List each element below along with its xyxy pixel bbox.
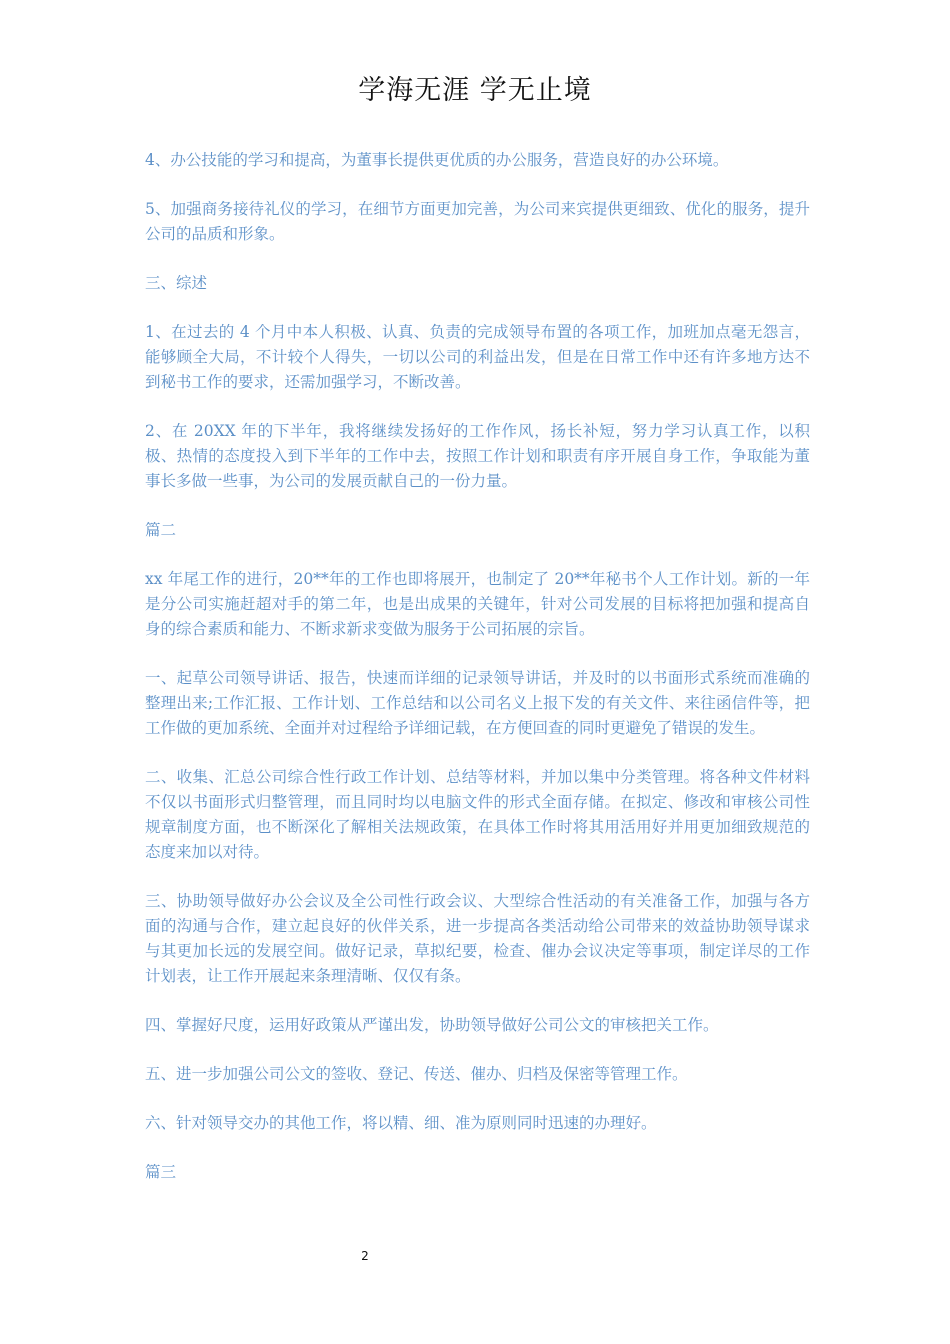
- section-heading-part-two: 篇二: [145, 521, 177, 539]
- paragraph-item-4: 4、办公技能的学习和提高，为董事长提供更优质的办公服务，营造良好的办公环境。: [145, 151, 729, 169]
- paragraph-item-5: 5、加强商务接待礼仪的学习，在细节方面更加完善，为公司来宾提供更细致、优化的服务，提升公司的品质和形象。: [145, 200, 810, 243]
- page-header-title: 学海无涯 学无止境: [358, 75, 592, 106]
- page-number: 2: [361, 1249, 369, 1263]
- paragraph-part-two-intro: xx 年尾工作的进行，20**年的工作也即将展开，也制定了 20**年秘书个人工作计划。新的一年是分公司实施赶超对手的第二年，也是出成果的关键年，针对公司发展的目标将把加强和提高自身的综合素质和能力、不断求新求变做为服务于公司拓展的宗旨。: [145, 570, 810, 638]
- paragraph-part-two-item-1: 一、起草公司领导讲话、报告，快速而详细的记录领导讲话，并及时的以书面形式系统而准确的整理出来;工作汇报、工作计划、工作总结和以公司名义上报下发的有关文件、来往函信件等，把工作做的更加系统、全面并对过程给予详细记载，在方便回查的同时更避免了错误的发生。: [145, 669, 810, 737]
- paragraph-summary-1: 1、在过去的 4 个月中本人积极、认真、负责的完成领导布置的各项工作，加班加点毫无怨言，能够顾全大局，不计较个人得失，一切以公司的利益出发，但是在日常工作中还有许多地方达不到秘书工作的要求，还需加强学习，不断改善。: [145, 323, 810, 391]
- paragraph-part-two-item-2: 二、收集、汇总公司综合性行政工作计划、总结等材料，并加以集中分类管理。将各种文件材料不仅以书面形式归整管理，而且同时均以电脑文件的形式全面存储。在拟定、修改和审核公司性规章制度方面，也不断深化了解相关法规政策，在具体工作时将其用活用好并用更加细致规范的态度来加以对待。: [145, 768, 810, 861]
- document-body: [145, 148, 810, 1209]
- section-heading-part-three: 篇三: [145, 1163, 177, 1181]
- paragraph-part-two-item-3: 三、协助领导做好办公会议及全公司性行政会议、大型综合性活动的有关准备工作，加强与各方面的沟通与合作，建立起良好的伙伴关系，进一步提高各类活动给公司带来的效益协助领导谋求与其更加长远的发展空间。做好记录，草拟纪要，检查、催办会议决定等事项，制定详尽的工作计划表，让工作开展起来条理清晰、仅仅有条。: [145, 892, 810, 985]
- paragraph-part-two-item-4: 四、掌握好尺度，运用好政策从严谨出发，协助领导做好公司公文的审核把关工作。: [145, 1016, 719, 1034]
- section-heading-summary: 三、综述: [145, 274, 208, 292]
- paragraph-part-two-item-6: 六、针对领导交办的其他工作，将以精、细、准为原则同时迅速的办理好。: [145, 1114, 657, 1132]
- paragraph-part-two-item-5: 五、进一步加强公司公文的签收、登记、传送、催办、归档及保密等管理工作。: [145, 1065, 688, 1083]
- paragraph-summary-2: 2、在 20XX 年的下半年，我将继续发扬好的工作作风，扬长补短，努力学习认真工作，以积极、热情的态度投入到下半年的工作中去，按照工作计划和职责有序开展自身工作，争取能为董事长多做一些事，为公司的发展贡献自己的一份力量。: [145, 422, 810, 490]
